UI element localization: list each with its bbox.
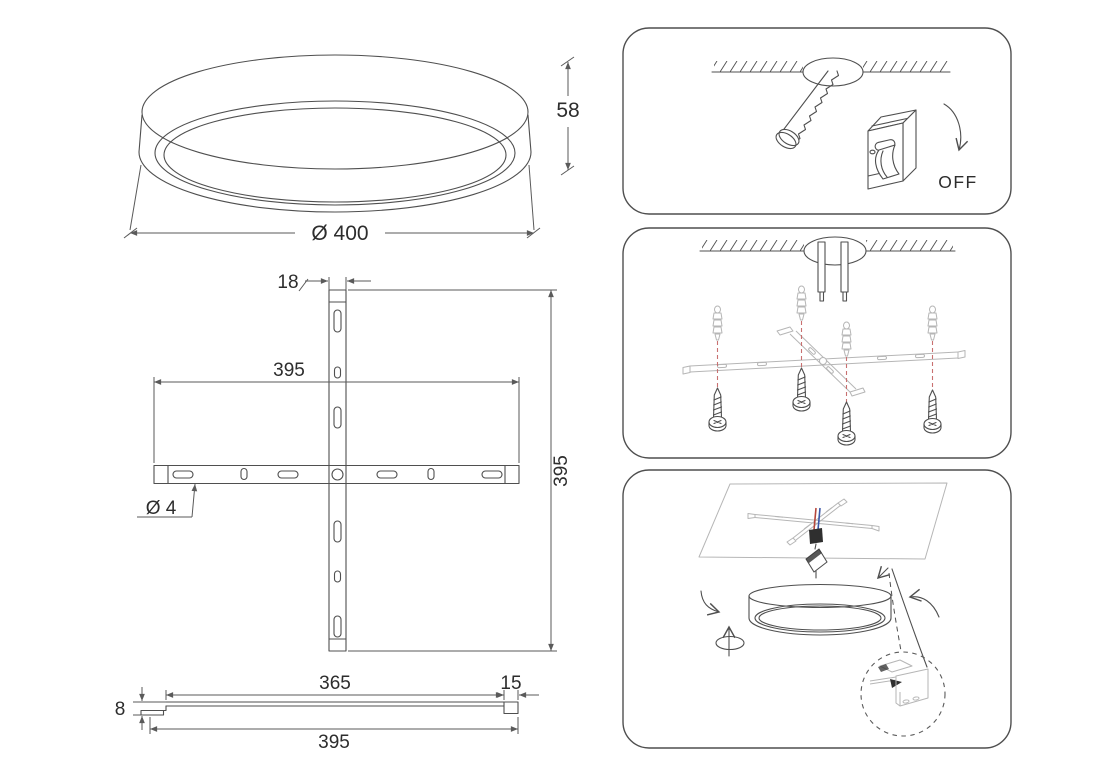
hole-diameter-callout bbox=[137, 484, 195, 519]
bracket-center-hole bbox=[820, 358, 827, 365]
product-front-view bbox=[124, 55, 580, 245]
vertical-span-label: 395 bbox=[551, 455, 572, 487]
install-step-3-attach-lamp bbox=[623, 470, 1011, 748]
horizontal-span-dimension bbox=[154, 360, 519, 463]
mounting-bracket-side-profile bbox=[115, 673, 539, 753]
height-dimension bbox=[556, 57, 579, 175]
bracket-horizontal-bar bbox=[154, 466, 519, 484]
edge-height-dimension bbox=[115, 687, 166, 730]
mounting-bracket-plan-view bbox=[137, 272, 572, 651]
bar-width-label: 18 bbox=[277, 272, 299, 293]
total-length-label: 395 bbox=[318, 732, 350, 753]
bracket-slots bbox=[173, 310, 502, 637]
total-length-dimension bbox=[150, 717, 518, 753]
height-label: 58 bbox=[556, 99, 580, 122]
bracket-center-hole bbox=[332, 469, 343, 480]
step3-panel bbox=[623, 470, 1011, 748]
lamp-body-outline bbox=[139, 55, 531, 212]
install-step-2-fix-bracket bbox=[623, 228, 1011, 458]
wire-connector bbox=[809, 528, 823, 544]
end-tab-dimension bbox=[483, 673, 539, 700]
profile-left-tab bbox=[141, 706, 166, 715]
bracket-vertical-bar bbox=[329, 290, 346, 651]
ceiling-hatch bbox=[866, 240, 953, 251]
hole-diameter-label: Ø 4 bbox=[145, 498, 177, 519]
end-tab-label: 15 bbox=[500, 673, 522, 694]
profile-right-tab bbox=[504, 702, 518, 714]
ceiling-hatch bbox=[863, 61, 948, 72]
ceiling-hatch bbox=[714, 61, 803, 72]
horizontal-span-label: 395 bbox=[273, 360, 305, 381]
inner-length-dimension bbox=[166, 673, 504, 700]
ceiling-hatch bbox=[702, 240, 804, 251]
diameter-label: Ø 400 bbox=[311, 222, 369, 245]
edge-height-label: 8 bbox=[114, 699, 126, 720]
inner-length-label: 365 bbox=[319, 673, 351, 694]
off-label: OFF bbox=[938, 172, 978, 192]
install-step-1-power-off bbox=[623, 28, 1011, 214]
